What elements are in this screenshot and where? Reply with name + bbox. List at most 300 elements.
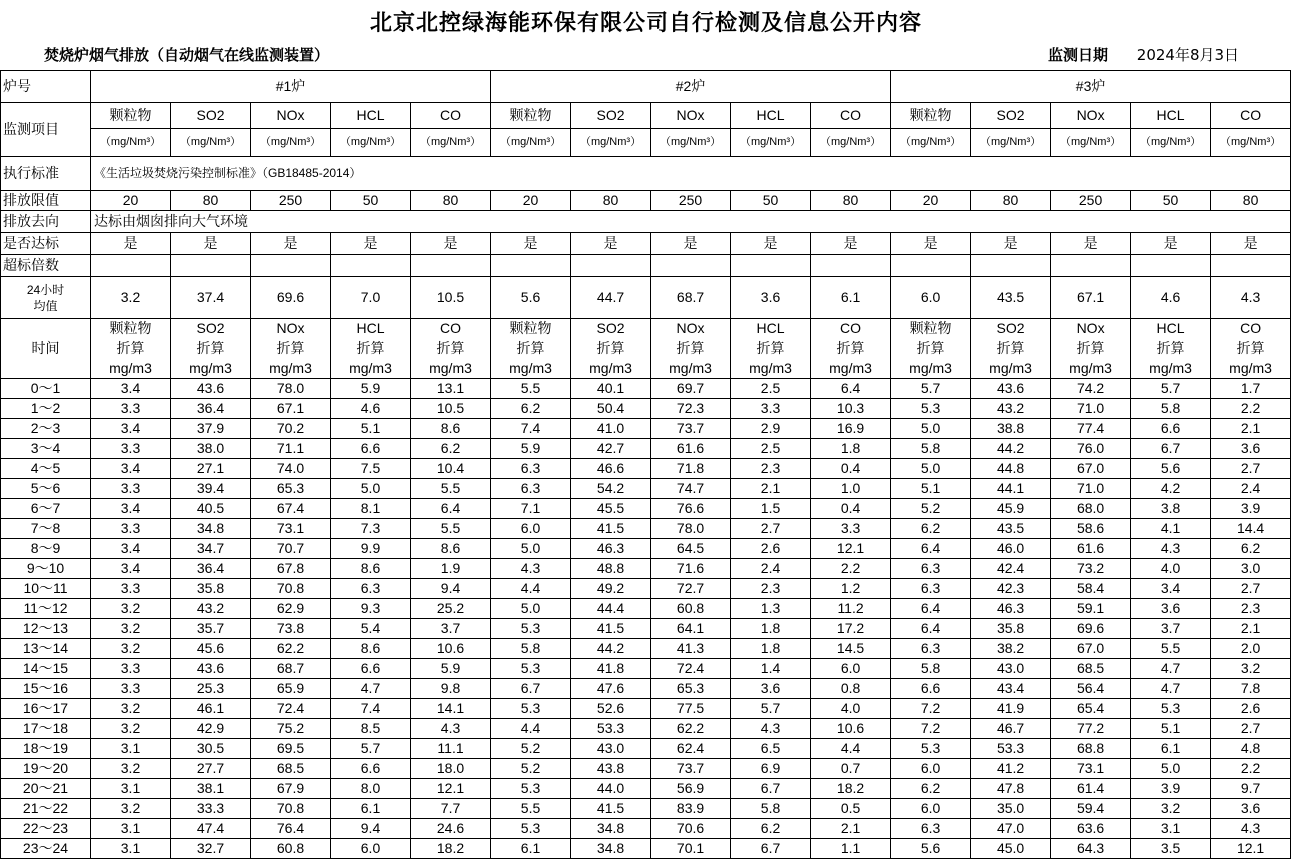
exceed-value (811, 255, 891, 277)
value-cell: 3.0 (1211, 559, 1291, 579)
value-cell: 2.1 (1211, 419, 1291, 439)
value-cell: 65.4 (1051, 699, 1131, 719)
value-cell: 69.6 (1051, 619, 1131, 639)
value-cell: 5.3 (491, 699, 571, 719)
avg24-value: 43.5 (971, 277, 1051, 319)
value-cell: 7.4 (491, 419, 571, 439)
time-cell: 10～11 (1, 579, 91, 599)
value-cell: 18.2 (411, 839, 491, 859)
value-cell: 3.4 (91, 459, 171, 479)
converted-label: 折算 (651, 339, 731, 359)
pollutant-name: 颗粒物 (891, 103, 971, 129)
value-cell: 6.7 (731, 779, 811, 799)
value-cell: 54.2 (571, 479, 651, 499)
pollutant-name: SO2 (571, 103, 651, 129)
value-cell: 38.1 (171, 779, 251, 799)
value-cell: 6.4 (891, 619, 971, 639)
value-cell: 8.6 (331, 639, 411, 659)
avg24-value: 7.0 (331, 277, 411, 319)
date-label: 监测日期 (1048, 46, 1109, 64)
standard-value: 《生活垃圾焚烧污染控制标准》（GB18485-2014） (91, 157, 1291, 191)
value-cell: 3.6 (1211, 439, 1291, 459)
value-cell: 41.5 (571, 799, 651, 819)
time-cell: 23～24 (1, 839, 91, 859)
value-cell: 7.7 (411, 799, 491, 819)
value-cell: 27.1 (171, 459, 251, 479)
time-cell: 4～5 (1, 459, 91, 479)
value-cell: 44.2 (971, 439, 1051, 459)
pollutant-name: HCL (731, 103, 811, 129)
value-cell: 7.4 (331, 699, 411, 719)
value-cell: 1.8 (811, 439, 891, 459)
value-cell: 3.2 (91, 719, 171, 739)
value-cell: 77.5 (651, 699, 731, 719)
value-cell: 6.2 (411, 439, 491, 459)
table-row (1, 499, 1291, 519)
value-cell: 67.0 (1051, 459, 1131, 479)
value-cell: 11.1 (411, 739, 491, 759)
value-cell: 6.4 (811, 379, 891, 399)
furnace-name: #1炉 (91, 71, 491, 103)
limit-value: 80 (811, 191, 891, 211)
value-cell: 3.4 (91, 379, 171, 399)
value-cell: 41.5 (571, 619, 651, 639)
value-cell: 37.9 (171, 419, 251, 439)
value-cell: 10.6 (411, 639, 491, 659)
value-cell: 5.0 (491, 539, 571, 559)
value-cell: 5.4 (331, 619, 411, 639)
value-cell: 70.6 (651, 819, 731, 839)
avg24-value: 37.4 (171, 277, 251, 319)
exceed-row (1, 255, 1291, 277)
value-cell: 14.1 (411, 699, 491, 719)
value-cell: 3.4 (91, 499, 171, 519)
value-cell: 3.7 (1131, 619, 1211, 639)
value-cell: 6.6 (891, 679, 971, 699)
value-cell: 6.9 (731, 759, 811, 779)
value-cell: 2.3 (731, 579, 811, 599)
page-title: 北京北控绿海能环保有限公司自行检测及信息公开内容 (369, 11, 922, 36)
pollutant-name: 颗粒物 (91, 103, 171, 129)
converted-label: 折算 (1131, 339, 1211, 359)
value-cell: 64.1 (651, 619, 731, 639)
value-cell: 2.5 (731, 439, 811, 459)
value-cell: 6.7 (491, 679, 571, 699)
value-cell: 65.3 (651, 679, 731, 699)
time-cell: 5～6 (1, 479, 91, 499)
value-cell: 25.2 (411, 599, 491, 619)
value-cell: 69.7 (651, 379, 731, 399)
value-cell: 5.7 (891, 379, 971, 399)
pollutant-name: SO2 (171, 103, 251, 129)
time-cell: 11～12 (1, 599, 91, 619)
value-cell: 43.6 (171, 379, 251, 399)
value-cell: 1.8 (731, 639, 811, 659)
value-cell: 68.0 (1051, 499, 1131, 519)
value-cell: 5.6 (891, 839, 971, 859)
compliant-value: 是 (1051, 233, 1131, 255)
converted-label: 折算 (171, 339, 251, 359)
value-cell: 73.1 (251, 519, 331, 539)
unit-cell: （mg/Nm³） (1051, 129, 1131, 157)
time-cell: 16～17 (1, 699, 91, 719)
value-cell: 34.8 (171, 519, 251, 539)
value-cell: 67.1 (251, 399, 331, 419)
value-cell: 34.7 (171, 539, 251, 559)
value-cell: 5.8 (491, 639, 571, 659)
value-cell: 9.3 (331, 599, 411, 619)
value-cell: 8.6 (411, 539, 491, 559)
value-cell: 6.2 (491, 399, 571, 419)
value-cell: 41.3 (651, 639, 731, 659)
pollutant-name: HCL (731, 319, 811, 339)
value-cell: 3.4 (91, 419, 171, 439)
value-cell: 10.3 (811, 399, 891, 419)
value-cell: 6.0 (811, 659, 891, 679)
item-label: 监测项目 (1, 103, 91, 157)
exceed-value (891, 255, 971, 277)
value-cell: 3.4 (91, 559, 171, 579)
value-cell: 74.7 (651, 479, 731, 499)
value-cell: 4.1 (1131, 519, 1211, 539)
converted-label: 折算 (731, 339, 811, 359)
table-row (1, 539, 1291, 559)
value-cell: 6.6 (331, 659, 411, 679)
time-header-row-2 (1, 339, 1291, 359)
value-cell: 44.8 (971, 459, 1051, 479)
value-cell: 2.4 (1211, 479, 1291, 499)
value-cell: 53.3 (971, 739, 1051, 759)
time-header-row-1 (1, 319, 1291, 339)
pollutant-name: CO (1211, 103, 1291, 129)
time-cell: 12～13 (1, 619, 91, 639)
value-cell: 5.0 (891, 419, 971, 439)
avg24-label (1, 277, 91, 319)
value-cell: 46.6 (571, 459, 651, 479)
value-cell: 4.7 (1131, 659, 1211, 679)
value-cell: 11.2 (811, 599, 891, 619)
value-cell: 0.5 (811, 799, 891, 819)
value-cell: 4.7 (331, 679, 411, 699)
unit-cell: （mg/Nm³） (971, 129, 1051, 157)
value-cell: 6.2 (731, 819, 811, 839)
value-cell: 44.1 (971, 479, 1051, 499)
value-cell: 48.8 (571, 559, 651, 579)
furnace-header-row (1, 71, 1291, 103)
value-cell: 49.2 (571, 579, 651, 599)
table-row (1, 799, 1291, 819)
compliant-value: 是 (651, 233, 731, 255)
time-label: 时间 (1, 319, 91, 379)
value-cell: 70.7 (251, 539, 331, 559)
value-cell: 2.2 (811, 559, 891, 579)
value-cell: 3.7 (411, 619, 491, 639)
value-cell: 3.6 (731, 679, 811, 699)
value-cell: 73.2 (1051, 559, 1131, 579)
value-cell: 67.4 (251, 499, 331, 519)
compliant-value: 是 (251, 233, 331, 255)
value-cell: 43.0 (571, 739, 651, 759)
pollutant-name: SO2 (971, 103, 1051, 129)
time-cell: 7～8 (1, 519, 91, 539)
limit-value: 80 (171, 191, 251, 211)
value-cell: 2.0 (1211, 639, 1291, 659)
table-row (1, 759, 1291, 779)
value-cell: 71.1 (251, 439, 331, 459)
value-cell: 4.4 (811, 739, 891, 759)
pollutant-name: CO (811, 319, 891, 339)
value-cell: 35.8 (171, 579, 251, 599)
value-cell: 3.4 (91, 539, 171, 559)
pollutant-row (1, 103, 1291, 129)
value-cell: 68.7 (251, 659, 331, 679)
value-cell: 73.7 (651, 419, 731, 439)
value-cell: 2.2 (1211, 759, 1291, 779)
table-subtitle: 焚烧炉烟气排放（自动烟气在线监测装置） (44, 46, 330, 64)
value-cell: 3.3 (91, 479, 171, 499)
value-cell: 73.7 (651, 759, 731, 779)
value-cell: 64.3 (1051, 839, 1131, 859)
value-cell: 61.6 (651, 439, 731, 459)
compliance-row (1, 233, 1291, 255)
value-cell: 3.3 (91, 679, 171, 699)
value-cell: 13.1 (411, 379, 491, 399)
value-cell: 68.5 (251, 759, 331, 779)
table-row (1, 659, 1291, 679)
value-cell: 14.5 (811, 639, 891, 659)
value-cell: 0.7 (811, 759, 891, 779)
limit-value: 80 (411, 191, 491, 211)
value-cell: 9.4 (331, 819, 411, 839)
value-cell: 5.3 (491, 819, 571, 839)
value-cell: 46.0 (971, 539, 1051, 559)
value-cell: 1.8 (731, 619, 811, 639)
value-cell: 3.2 (1211, 659, 1291, 679)
time-cell: 0～1 (1, 379, 91, 399)
value-cell: 6.2 (1211, 539, 1291, 559)
value-cell: 7.2 (891, 719, 971, 739)
value-cell: 6.4 (411, 499, 491, 519)
value-cell: 9.9 (331, 539, 411, 559)
value-cell: 12.1 (811, 539, 891, 559)
value-cell: 3.6 (1131, 599, 1211, 619)
value-cell: 6.1 (491, 839, 571, 859)
unit-m3: mg/m3 (571, 359, 651, 379)
value-cell: 5.8 (891, 439, 971, 459)
value-cell: 76.0 (1051, 439, 1131, 459)
value-cell: 8.0 (331, 779, 411, 799)
exceed-value (1211, 255, 1291, 277)
value-cell: 2.6 (731, 539, 811, 559)
unit-m3: mg/m3 (411, 359, 491, 379)
value-cell: 39.4 (171, 479, 251, 499)
value-cell: 7.8 (1211, 679, 1291, 699)
compliant-value: 是 (171, 233, 251, 255)
value-cell: 3.8 (1131, 499, 1211, 519)
value-cell: 5.8 (1131, 399, 1211, 419)
time-header-row-3 (1, 359, 1291, 379)
value-cell: 2.3 (1211, 599, 1291, 619)
pollutant-name: NOx (251, 319, 331, 339)
value-cell: 3.2 (91, 699, 171, 719)
value-cell: 5.3 (891, 739, 971, 759)
pollutant-name: CO (1211, 319, 1291, 339)
unit-cell: （mg/Nm³） (571, 129, 651, 157)
table-row (1, 399, 1291, 419)
pollutant-name: NOx (1051, 319, 1131, 339)
avg24-value: 5.6 (491, 277, 571, 319)
time-cell: 1～2 (1, 399, 91, 419)
value-cell: 8.1 (331, 499, 411, 519)
value-cell: 6.3 (891, 559, 971, 579)
value-cell: 5.0 (1131, 759, 1211, 779)
avg24-value: 44.7 (571, 277, 651, 319)
value-cell: 43.5 (971, 519, 1051, 539)
value-cell: 61.4 (1051, 779, 1131, 799)
value-cell: 4.3 (1211, 819, 1291, 839)
value-cell: 83.9 (651, 799, 731, 819)
value-cell: 62.2 (651, 719, 731, 739)
limit-value: 50 (1131, 191, 1211, 211)
value-cell: 25.3 (171, 679, 251, 699)
value-cell: 5.3 (491, 619, 571, 639)
converted-label: 折算 (811, 339, 891, 359)
value-cell: 12.1 (1211, 839, 1291, 859)
unit-cell: （mg/Nm³） (651, 129, 731, 157)
value-cell: 6.3 (891, 579, 971, 599)
compliant-value: 是 (891, 233, 971, 255)
value-cell: 38.8 (971, 419, 1051, 439)
limit-label: 排放限值 (1, 191, 91, 211)
converted-label: 折算 (1211, 339, 1291, 359)
unit-m3: mg/m3 (651, 359, 731, 379)
value-cell: 3.2 (91, 759, 171, 779)
value-cell: 6.6 (331, 439, 411, 459)
pollutant-name: CO (411, 319, 491, 339)
value-cell: 5.8 (731, 799, 811, 819)
unit-cell: （mg/Nm³） (331, 129, 411, 157)
compliant-value: 是 (411, 233, 491, 255)
value-cell: 78.0 (651, 519, 731, 539)
value-cell: 3.3 (91, 579, 171, 599)
unit-m3: mg/m3 (251, 359, 331, 379)
value-cell: 5.2 (491, 759, 571, 779)
value-cell: 45.0 (971, 839, 1051, 859)
value-cell: 40.5 (171, 499, 251, 519)
table-row (1, 819, 1291, 839)
pollutant-name: SO2 (171, 319, 251, 339)
table-row (1, 619, 1291, 639)
exceed-value (1131, 255, 1211, 277)
value-cell: 6.4 (891, 599, 971, 619)
converted-label: 折算 (491, 339, 571, 359)
value-cell: 72.4 (251, 699, 331, 719)
value-cell: 41.8 (571, 659, 651, 679)
time-cell: 8～9 (1, 539, 91, 559)
value-cell: 38.2 (971, 639, 1051, 659)
table-row (1, 459, 1291, 479)
value-cell: 63.6 (1051, 819, 1131, 839)
value-cell: 3.3 (91, 659, 171, 679)
exceed-value (91, 255, 171, 277)
value-cell: 43.2 (971, 399, 1051, 419)
value-cell: 74.0 (251, 459, 331, 479)
value-cell: 2.7 (1211, 579, 1291, 599)
value-cell: 5.7 (731, 699, 811, 719)
value-cell: 4.7 (1131, 679, 1211, 699)
time-cell: 3～4 (1, 439, 91, 459)
value-cell: 58.6 (1051, 519, 1131, 539)
value-cell: 32.7 (171, 839, 251, 859)
time-cell: 20～21 (1, 779, 91, 799)
value-cell: 72.7 (651, 579, 731, 599)
value-cell: 5.5 (1131, 639, 1211, 659)
value-cell: 68.8 (1051, 739, 1131, 759)
converted-label: 折算 (251, 339, 331, 359)
value-cell: 5.5 (491, 379, 571, 399)
table-row (1, 639, 1291, 659)
value-cell: 73.8 (251, 619, 331, 639)
value-cell: 56.9 (651, 779, 731, 799)
unit-m3: mg/m3 (491, 359, 571, 379)
value-cell: 7.3 (331, 519, 411, 539)
value-cell: 4.3 (411, 719, 491, 739)
value-cell: 43.2 (171, 599, 251, 619)
value-cell: 71.0 (1051, 479, 1131, 499)
value-cell: 41.0 (571, 419, 651, 439)
value-cell: 59.1 (1051, 599, 1131, 619)
value-cell: 34.8 (571, 839, 651, 859)
value-cell: 33.3 (171, 799, 251, 819)
value-cell: 2.5 (731, 379, 811, 399)
value-cell: 77.2 (1051, 719, 1131, 739)
value-cell: 3.3 (731, 399, 811, 419)
pollutant-name: NOx (251, 103, 331, 129)
value-cell: 7.2 (891, 699, 971, 719)
value-cell: 70.8 (251, 799, 331, 819)
limit-value: 50 (731, 191, 811, 211)
pollutant-name: SO2 (971, 319, 1051, 339)
value-cell: 50.4 (571, 399, 651, 419)
value-cell: 7.1 (491, 499, 571, 519)
value-cell: 35.0 (971, 799, 1051, 819)
value-cell: 5.9 (331, 379, 411, 399)
value-cell: 65.3 (251, 479, 331, 499)
value-cell: 43.8 (571, 759, 651, 779)
value-cell: 74.2 (1051, 379, 1131, 399)
avg24-row (1, 277, 1291, 319)
value-cell: 5.8 (891, 659, 971, 679)
unit-cell: （mg/Nm³） (251, 129, 331, 157)
value-cell: 0.4 (811, 499, 891, 519)
value-cell: 3.3 (91, 399, 171, 419)
value-cell: 6.2 (891, 779, 971, 799)
value-cell: 38.0 (171, 439, 251, 459)
time-cell: 2～3 (1, 419, 91, 439)
value-cell: 35.8 (971, 619, 1051, 639)
time-cell: 22～23 (1, 819, 91, 839)
value-cell: 47.8 (971, 779, 1051, 799)
value-cell: 0.4 (811, 459, 891, 479)
time-cell: 21～22 (1, 799, 91, 819)
avg24-value: 4.3 (1211, 277, 1291, 319)
table-row (1, 599, 1291, 619)
direction-row (1, 211, 1291, 233)
converted-label: 折算 (411, 339, 491, 359)
unit-m3: mg/m3 (91, 359, 171, 379)
pollutant-name: NOx (1051, 103, 1131, 129)
pollutant-name: HCL (331, 103, 411, 129)
